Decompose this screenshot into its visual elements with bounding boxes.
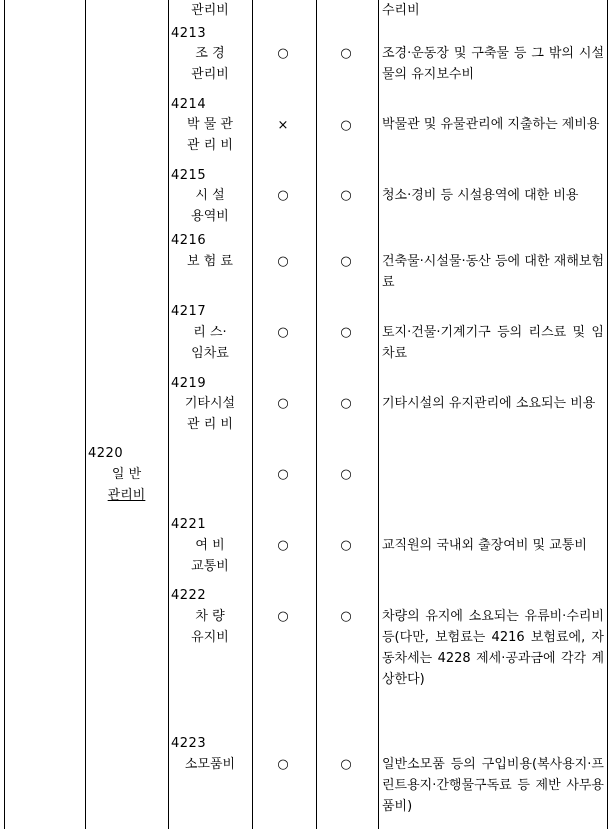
item-name: 박 물 관 [187,117,233,132]
applicability-mark: ○ [277,396,289,411]
item-name: 용역비 [191,209,229,224]
applicability-mark: ○ [277,609,289,624]
group-code: 4220 [88,446,124,461]
applicability-mark: ○ [340,325,352,340]
item-code: 4213 [171,26,207,41]
item-name: 보 험 료 [187,254,233,269]
applicability-mark: ○ [340,118,352,133]
column-border [4,0,5,829]
item-code: 4223 [171,736,207,751]
applicability-mark: ○ [340,46,352,61]
item-code: 4214 [171,97,207,112]
applicability-mark: ○ [277,188,289,203]
item-description: 박물관 및 유물관리에 지출하는 제비용 [382,117,600,132]
item-name: 여 비 [195,538,225,553]
item-name: 시 설 [195,188,225,203]
column-border [378,0,379,829]
item-code: 4215 [171,168,207,183]
item-description: 기타시설의 유지관리에 소요되는 비용 [382,396,596,411]
column-border [607,0,608,829]
applicability-mark: ○ [277,467,289,482]
group-name: 일 반 [111,467,142,482]
item-name: 유지비 [191,630,229,645]
item-description: 토지·건물·기계기구 등의 리스료 및 임차료 [382,325,604,361]
item-code: 4221 [171,517,207,532]
applicability-mark: ○ [277,46,289,61]
item-code: 4219 [171,376,207,391]
applicability-mark: ○ [277,538,289,553]
item-name: 임차료 [191,346,229,361]
applicability-mark: ○ [277,254,289,269]
applicability-mark: ○ [340,757,352,772]
item-name: 차 량 [195,609,225,624]
item-name: 소모품비 [184,757,236,772]
item-description: 일반소모품 등의 구입비용(복사용지·프린트용지·간행물구독료 등 제반 사무용품비) [382,757,604,814]
item-description: 건축물·시설물·동산 등에 대한 재해보험료 [382,254,604,290]
applicability-mark: ○ [277,325,289,340]
item-name: 교통비 [191,559,229,574]
item-description: 수리비 [382,3,420,18]
applicability-mark: ○ [340,396,352,411]
column-border [316,0,317,829]
item-name: 관리비 [191,67,229,82]
item-code: 4216 [171,233,207,248]
item-code: 4217 [171,304,207,319]
item-description: 조경·운동장 및 구축물 등 그 밖의 시설물의 유지보수비 [382,46,604,82]
item-name: 리 스· [193,325,227,340]
applicability-mark: ○ [340,254,352,269]
applicability-mark: × [277,118,289,133]
item-code: 4222 [171,588,207,603]
applicability-mark: ○ [277,757,289,772]
item-description: 교직원의 국내외 출장여비 및 교통비 [382,538,587,553]
item-name: 관리비 [191,3,229,18]
item-description: 차량의 유지에 소요되는 유류비·수리비 등(다만, 보험료는 4216 보험료에, 자동차세는 4228 제세·공과금에 각각 계상한다) [382,609,604,687]
item-name: 기타시설 [184,396,236,411]
item-description: 청소·경비 등 시설용역에 대한 비용 [382,188,579,203]
item-name: 관 리 비 [187,138,233,153]
applicability-mark: ○ [340,609,352,624]
group-name: 관리비 [107,488,146,503]
applicability-mark: ○ [340,538,352,553]
column-border [85,0,86,829]
applicability-mark: ○ [340,188,352,203]
applicability-mark: ○ [340,467,352,482]
item-name: 조 경 [195,46,225,61]
column-border [252,0,253,829]
item-name: 관 리 비 [187,417,233,432]
